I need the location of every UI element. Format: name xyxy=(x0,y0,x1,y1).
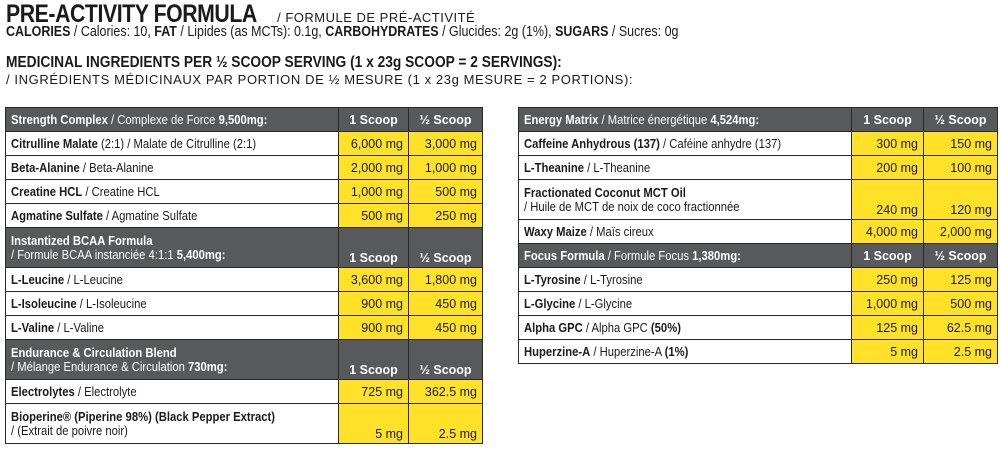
ingredient-name: L-Valine xyxy=(11,320,55,335)
amount-1-scoop: 5 mg xyxy=(339,404,409,444)
section-header-row xyxy=(6,228,483,268)
amount-half-scoop: 150 mg xyxy=(924,132,998,156)
ingredient-name-fr: / L-Glycine xyxy=(575,296,633,311)
ingredient-name: Agmatine Sulfate xyxy=(11,208,103,223)
ingredient-name: Beta-Alanine xyxy=(11,160,80,175)
ingredient-row xyxy=(519,156,998,180)
ingredient-name: Huperzine-A xyxy=(524,344,591,359)
medicinal-heading-fr: / INGRÉDIENTS MÉDICINAUX PAR PORTION DE ½ MESURE (1 x 23g MESURE = 2 PORTIONS): xyxy=(6,72,634,87)
amount-1-scoop: 240 mg xyxy=(852,180,924,220)
ingredient-name-fr: / L-Isoleucine xyxy=(76,296,147,311)
calories-value: / Calories: 10, xyxy=(70,24,155,40)
amount-1-scoop: 1,000 mg xyxy=(852,292,924,316)
section-amount: 9,500mg: xyxy=(218,112,268,127)
column-header-half-scoop: ½ Scoop xyxy=(924,244,998,268)
amount-half-scoop: 500 mg xyxy=(924,292,998,316)
ingredient-name-cell xyxy=(519,292,852,316)
name-text xyxy=(11,385,137,399)
ingredient-name-cell xyxy=(519,340,852,364)
section-name-cell xyxy=(6,108,339,132)
column-header-half-scoop: ½ Scoop xyxy=(924,108,998,132)
ingredient-name-fr: / L-Tyrosine xyxy=(580,272,643,287)
section-title: Energy Matrix xyxy=(524,112,599,127)
name-text xyxy=(11,185,160,199)
amount-half-scoop: 100 mg xyxy=(924,156,998,180)
section-title: Instantized BCAA Formula xyxy=(11,233,153,248)
ingredient-row xyxy=(6,156,483,180)
section-name-cell xyxy=(6,228,339,268)
ingredient-name: Electrolytes xyxy=(11,384,75,399)
column-header-half-scoop: ½ Scoop xyxy=(409,340,483,380)
amount-1-scoop: 1,000 mg xyxy=(339,180,409,204)
section-amount: 4,524mg: xyxy=(710,112,760,127)
column-header-1-scoop: 1 Scoop xyxy=(339,108,409,132)
amount-1-scoop: 250 mg xyxy=(852,268,924,292)
name-text xyxy=(524,186,740,214)
sugars-value: / Sucres: 0g xyxy=(608,24,679,40)
ingredient-name-fr: / Maïs cireux xyxy=(586,224,654,239)
fat-label: FAT xyxy=(154,24,177,40)
ingredient-name-cell xyxy=(519,268,852,292)
ingredient-name: L-Glycine xyxy=(524,296,576,311)
ingredient-name-fr: (2:1) / Malate de Citrulline (2:1) xyxy=(97,136,257,151)
ingredient-row xyxy=(6,380,483,404)
fat-value: / Lipides (as MCTs): 0.1g, xyxy=(176,24,326,40)
amount-1-scoop: 725 mg xyxy=(339,380,409,404)
ingredient-row xyxy=(6,404,483,444)
amount-1-scoop: 500 mg xyxy=(339,204,409,228)
section-header-row xyxy=(6,108,483,132)
ingredient-percent: (50%) xyxy=(650,320,681,335)
amount-1-scoop: 900 mg xyxy=(339,292,409,316)
column-header-half-scoop: ½ Scoop xyxy=(409,108,483,132)
ingredient-name: Waxy Maize xyxy=(524,224,587,239)
ingredient-name-cell xyxy=(519,156,852,180)
ingredient-name-fr: / Huperzine-A xyxy=(590,344,665,359)
section-name-cell xyxy=(519,244,852,268)
ingredient-row xyxy=(519,316,998,340)
ingredient-name: Fractionated Coconut MCT Oil xyxy=(524,185,686,200)
section-title-fr: / Complexe de Force xyxy=(107,112,219,127)
ingredient-name-fr: / Beta-Alanine xyxy=(79,160,154,175)
name-text xyxy=(524,297,632,311)
amount-half-scoop: 2,000 mg xyxy=(924,220,998,244)
ingredient-name-cell xyxy=(6,268,339,292)
ingredient-row xyxy=(6,132,483,156)
amount-half-scoop: 1,000 mg xyxy=(409,156,483,180)
amount-half-scoop: 450 mg xyxy=(409,292,483,316)
amount-1-scoop: 4,000 mg xyxy=(852,220,924,244)
name-text xyxy=(11,113,267,127)
ingredient-row xyxy=(6,180,483,204)
section-header-row xyxy=(519,108,998,132)
sugars-label: SUGARS xyxy=(555,24,609,40)
amount-half-scoop: 250 mg xyxy=(409,204,483,228)
formula-title: PRE-ACTIVITY FORMULA xyxy=(6,0,257,28)
amount-1-scoop: 6,000 mg xyxy=(339,132,409,156)
ingredient-name-cell xyxy=(6,404,339,444)
name-text xyxy=(11,209,197,223)
name-text xyxy=(11,137,256,151)
ingredient-name-cell xyxy=(519,220,852,244)
ingredient-name-fr: / Agmatine Sulfate xyxy=(102,208,198,223)
section-title: Endurance & Circulation Blend xyxy=(11,345,177,360)
amount-half-scoop: 362.5 mg xyxy=(409,380,483,404)
name-text xyxy=(524,161,650,175)
ingredient-name-cell xyxy=(519,316,852,340)
ingredient-name-fr: / Creatine HCL xyxy=(82,184,160,199)
amount-half-scoop: 500 mg xyxy=(409,180,483,204)
amount-half-scoop: 125 mg xyxy=(924,268,998,292)
medicinal-heading: MEDICINAL INGREDIENTS PER ½ SCOOP SERVING (1 x 23g SCOOP = 2 SERVINGS): xyxy=(6,54,562,71)
ingredient-name-cell xyxy=(519,132,852,156)
name-text xyxy=(524,321,681,335)
column-header-1-scoop: 1 Scoop xyxy=(852,108,924,132)
amount-half-scoop: 1,800 mg xyxy=(409,268,483,292)
ingredient-name: L-Tyrosine xyxy=(524,272,581,287)
ingredient-name: Bioperine® (Piperine 98%) (Black Pepper Extract) xyxy=(11,409,276,424)
carbs-label: CARBOHYDRATES xyxy=(325,24,439,40)
amount-half-scoop: 2.5 mg xyxy=(924,340,998,364)
section-title-fr: / Formule BCAA instanciée 4:1:1 xyxy=(11,247,177,262)
column-header-1-scoop: 1 Scoop xyxy=(339,340,409,380)
ingredient-percent: (1%) xyxy=(664,344,689,359)
ingredient-name: L-Isoleucine xyxy=(11,296,77,311)
ingredient-name-fr: / Electrolyte xyxy=(74,384,137,399)
ingredient-name-fr: / L-Leucine xyxy=(64,272,123,287)
left-ingredients-table xyxy=(5,107,483,444)
name-text xyxy=(11,410,275,438)
column-header-half-scoop: ½ Scoop xyxy=(409,228,483,268)
ingredient-name: L-Theanine xyxy=(524,160,585,175)
carbs-value: / Glucides: 2g (1%), xyxy=(438,24,556,40)
amount-1-scoop: 2,000 mg xyxy=(339,156,409,180)
ingredient-name: Caffeine Anhydrous (137) xyxy=(524,136,660,151)
name-text xyxy=(11,234,225,262)
ingredient-row xyxy=(519,180,998,220)
ingredient-name-cell xyxy=(6,156,339,180)
ingredient-row xyxy=(6,292,483,316)
ingredient-name: L-Leucine xyxy=(11,272,65,287)
ingredient-name: Creatine HCL xyxy=(11,184,83,199)
ingredient-name-fr: / Alpha GPC xyxy=(582,320,651,335)
ingredient-name-fr: / (Extrait de poivre noir) xyxy=(11,423,128,438)
ingredient-name-cell xyxy=(6,380,339,404)
calories-label: CALORIES xyxy=(6,24,71,40)
section-title: Focus Formula xyxy=(524,248,605,263)
ingredient-name-fr: / Caféine anhydre (137) xyxy=(659,136,782,151)
ingredient-name-cell xyxy=(6,132,339,156)
amount-1-scoop: 200 mg xyxy=(852,156,924,180)
section-amount: 1,380mg: xyxy=(692,248,741,263)
section-title-fr: / Formule Focus xyxy=(604,248,693,263)
section-title-fr: / Matrice énergétique xyxy=(598,112,711,127)
right-ingredients-table xyxy=(518,107,998,364)
ingredient-name-cell xyxy=(6,180,339,204)
section-amount: 730mg: xyxy=(187,359,228,374)
ingredient-name-fr: / L-Theanine xyxy=(584,160,651,175)
ingredient-row xyxy=(6,316,483,340)
ingredient-row xyxy=(519,220,998,244)
formula-title-fr: / FORMULE DE PRÉ-ACTIVITÉ xyxy=(277,10,476,25)
name-text xyxy=(524,345,688,359)
ingredient-row xyxy=(519,268,998,292)
amount-1-scoop: 125 mg xyxy=(852,316,924,340)
ingredient-name-cell xyxy=(519,180,852,220)
name-text xyxy=(524,225,654,239)
ingredient-name-cell xyxy=(6,292,339,316)
amount-1-scoop: 900 mg xyxy=(339,316,409,340)
ingredient-row xyxy=(6,268,483,292)
ingredient-row xyxy=(519,340,998,364)
amount-1-scoop: 300 mg xyxy=(852,132,924,156)
ingredient-name: Alpha GPC xyxy=(524,320,583,335)
section-title-fr: / Mélange Endurance & Circulation xyxy=(11,359,188,374)
ingredient-row xyxy=(6,204,483,228)
amount-1-scoop: 5 mg xyxy=(852,340,924,364)
name-text xyxy=(524,137,781,151)
section-title: Strength Complex xyxy=(11,112,108,127)
section-header-row xyxy=(519,244,998,268)
column-header-1-scoop: 1 Scoop xyxy=(339,228,409,268)
calories-line xyxy=(6,24,678,40)
ingredient-name-cell xyxy=(6,204,339,228)
name-text xyxy=(11,346,227,374)
amount-half-scoop: 3,000 mg xyxy=(409,132,483,156)
ingredient-name: Citrulline Malate xyxy=(11,136,98,151)
name-text xyxy=(11,297,147,311)
name-text xyxy=(524,113,759,127)
amount-half-scoop: 450 mg xyxy=(409,316,483,340)
ingredient-name-fr: / L-Valine xyxy=(54,320,104,335)
name-text xyxy=(11,273,123,287)
column-header-1-scoop: 1 Scoop xyxy=(852,244,924,268)
amount-half-scoop: 62.5 mg xyxy=(924,316,998,340)
ingredient-name-fr: / Huile de MCT de noix de coco fractionnée xyxy=(524,199,740,214)
amount-1-scoop: 3,600 mg xyxy=(339,268,409,292)
amount-half-scoop: 120 mg xyxy=(924,180,998,220)
section-name-cell xyxy=(519,108,852,132)
ingredient-row xyxy=(519,292,998,316)
section-amount: 5,400mg: xyxy=(176,247,226,262)
name-text xyxy=(11,161,154,175)
name-text xyxy=(524,249,741,263)
name-text xyxy=(524,273,643,287)
ingredient-row xyxy=(519,132,998,156)
section-name-cell xyxy=(6,340,339,380)
ingredient-name-cell xyxy=(6,316,339,340)
name-text xyxy=(11,321,104,335)
section-header-row xyxy=(6,340,483,380)
amount-half-scoop: 2.5 mg xyxy=(409,404,483,444)
